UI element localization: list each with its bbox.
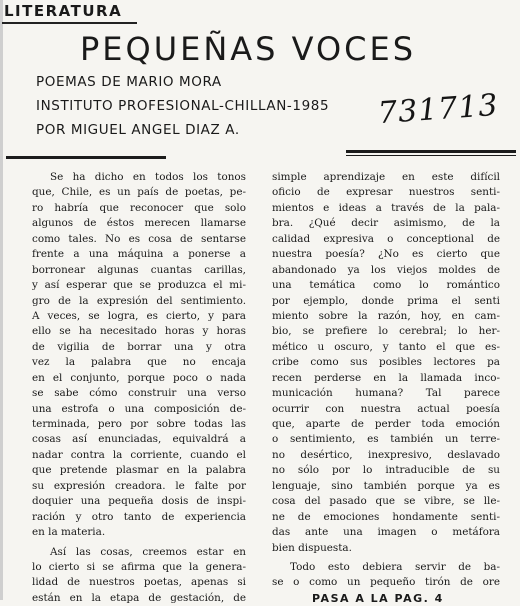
article-line: doquier una pequeña dosis de inspi-	[32, 495, 246, 508]
article-column-right	[272, 170, 500, 606]
article-line: recen perderse en la llamada inco-	[272, 371, 500, 384]
article-line: vez la palabra que no encaja	[32, 356, 246, 369]
article-line: bra. ¿Qué decir asimismo, de la	[272, 217, 500, 230]
article-line: mético u oscuro, y tanto el que es-	[272, 340, 500, 353]
divider-rule-right-thin	[346, 155, 516, 156]
article-line: municación humana? Tal parece	[272, 387, 500, 400]
article-line: de vigilia de borrar una y otra	[32, 340, 246, 353]
article-line: por ejemplo, donde prima el senti	[272, 294, 500, 307]
article-line: nuestra poesía? ¿No es cierto que	[272, 248, 500, 261]
article-line: lenguaje, sino también porque ya es	[272, 479, 500, 492]
article-line: se sabe cómo construir una verso	[32, 387, 246, 400]
article-line: bien dispuesta.	[272, 541, 352, 554]
article-line: lo cierto si se afirma que la genera-	[32, 560, 246, 573]
article-line: que pretende plasmar en la palabra	[32, 464, 246, 477]
article-line: no desértico, inexpresivo, deslavado	[272, 448, 500, 461]
article-line: ne de emociones hondamente senti-	[272, 510, 500, 523]
article-line: ocurrir con nuestra actual poesía	[272, 402, 500, 415]
article-line: algunos de éstos merecen llamarse	[32, 217, 246, 230]
article-line: gro de la expresión del sentimiento.	[32, 294, 246, 307]
article-line: ro habría que reconocer que solo	[32, 201, 246, 214]
article-line: frente a una máquina a ponerse a	[32, 248, 246, 261]
article-title: PEQUEÑAS VOCES	[80, 30, 417, 68]
article-line: cosa del pasado que se vibre, se lle-	[272, 495, 500, 508]
article-line: en la materia.	[32, 526, 106, 539]
article-line: abandonado ya los viejos moldes de	[272, 263, 500, 276]
article-line: como tales. No es cosa de sentarse	[32, 232, 246, 245]
credit-line-publisher: INSTITUTO PROFESIONAL-CHILLAN-1985	[36, 98, 330, 114]
article-line: o sentimiento, es también un terre-	[272, 433, 500, 446]
article-line: calidad expresiva o conceptional de	[272, 232, 500, 245]
article-line: ello se ha necesitado horas y horas	[32, 325, 246, 338]
article-line: su expresión creadora. le falte por	[32, 479, 246, 492]
article-line: una estrofa o una composición de-	[32, 402, 246, 415]
article-line: A veces, se logra, es cierto, y para	[32, 309, 246, 322]
divider-rule-left	[6, 156, 166, 159]
article-line: ración y otro tanto de experiencia	[32, 510, 246, 523]
article-line: se o como un pequeño tirón de ore	[272, 576, 500, 589]
article-line: cosas así enunciadas, equivaldrá a	[32, 433, 246, 446]
article-line: das ante una imagen o metáfora	[272, 526, 500, 539]
section-underline	[2, 22, 137, 24]
handwritten-catalog-number: 731713	[376, 87, 500, 132]
article-line: Todo esto debiera servir de ba-	[290, 560, 500, 573]
article-line: en el conjunto, porque poco o nada	[32, 371, 246, 384]
article-line: borronear algunas cuantas carillas,	[32, 263, 246, 276]
article-line: oficio de expresar nuestros senti-	[272, 186, 500, 199]
article-line: una temática como lo romántico	[272, 279, 500, 292]
article-line: nadar contra la corriente, cuando el	[32, 448, 246, 461]
divider-rule-right	[346, 150, 516, 153]
article-line: que, Chile, es un país de poetas, pe-	[32, 186, 246, 199]
article-line: están en la etapa de gestación, de	[32, 591, 246, 604]
continued-on-page-label: PASA A LA PAG. 4	[312, 591, 444, 605]
article-line: mientos e ideas a través de la pala-	[272, 201, 500, 214]
article-line: simple aprendizaje en este difícil	[272, 171, 500, 183]
section-label: LITERATURA	[4, 2, 123, 20]
credit-line-author: POR MIGUEL ANGEL DIAZ A.	[36, 122, 240, 138]
article-line: miento sobre la razón, hoy, en cam-	[272, 309, 500, 322]
article-line: lidad de nuestros poetas, apenas si	[32, 576, 246, 589]
article-line: cribe como sus posibles lectores pa	[272, 356, 500, 369]
scan-edge	[0, 0, 3, 600]
credit-line-poems: POEMAS DE MARIO MORA	[36, 74, 222, 90]
article-line: y así esperar que se produzca el mi-	[32, 279, 246, 292]
article-line: no sólo por lo intraducible de su	[272, 464, 500, 477]
article-line: Así las cosas, creemos estar en	[50, 545, 246, 558]
article-line: Se ha dicho en todos los tonos	[50, 171, 246, 183]
article-line: bio, se prefiere lo cerebral; lo her-	[272, 325, 500, 338]
article-line: terminada, pero por sobre todas las	[32, 418, 246, 430]
article-column-left	[32, 170, 246, 606]
article-line: que, aparte de perder toda emoción	[272, 418, 500, 430]
